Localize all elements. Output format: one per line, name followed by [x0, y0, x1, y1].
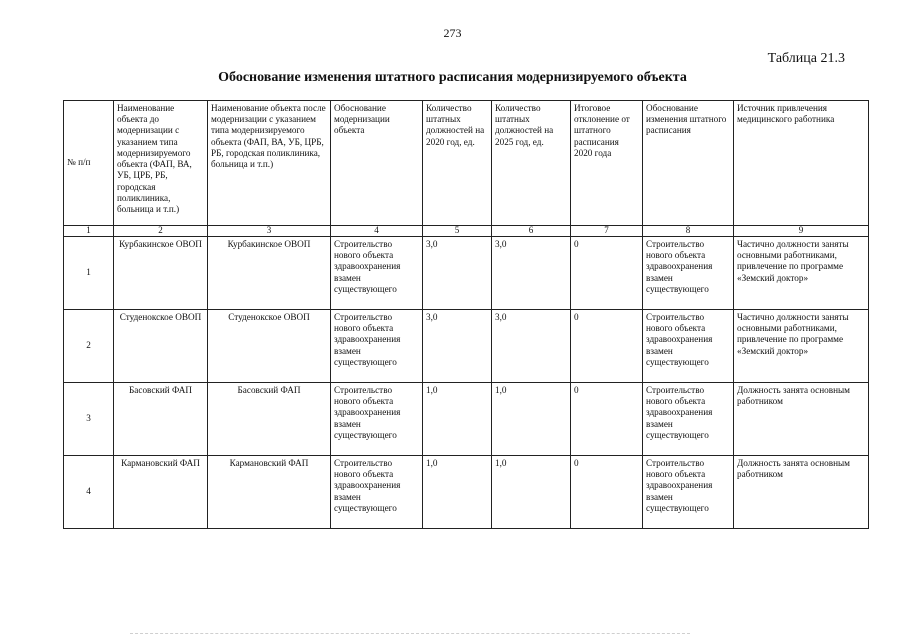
deviation-cell: 0 [571, 383, 643, 456]
scan-bottom-edge [130, 633, 690, 635]
staff-2020-cell: 3,0 [423, 310, 492, 383]
column-number-row [64, 226, 869, 237]
column-number-cell: 7 [571, 226, 643, 237]
staff-2020-cell: 1,0 [423, 456, 492, 529]
source-cell: Должность занята основным работником [734, 456, 869, 529]
source-cell: Частично должности заняты основными работниками, привлечение по программе «Земский доктор» [734, 237, 869, 310]
table-row [64, 456, 869, 529]
header-cell-number: № п/п [64, 101, 114, 226]
object-before-cell: Кармановский ФАП [114, 456, 208, 529]
object-before-cell: Курбакинское ОВОП [114, 237, 208, 310]
staff-2020-cell: 1,0 [423, 383, 492, 456]
deviation-cell: 0 [571, 237, 643, 310]
staff-2020-cell: 3,0 [423, 237, 492, 310]
table-row [64, 383, 869, 456]
staff-2025-cell: 3,0 [492, 310, 571, 383]
object-after-cell: Кармановский ФАП [208, 456, 331, 529]
object-before-cell: Басовский ФАП [114, 383, 208, 456]
object-after-cell: Басовский ФАП [208, 383, 331, 456]
staffing-table [63, 100, 869, 529]
column-number-cell: 1 [64, 226, 114, 237]
staff-2025-cell: 3,0 [492, 237, 571, 310]
table-row [64, 237, 869, 310]
staff-2025-cell: 1,0 [492, 456, 571, 529]
row-number-cell: 2 [64, 310, 114, 383]
source-cell: Частично должности заняты основными работниками, привлечение по программе «Земский доктор» [734, 310, 869, 383]
deviation-cell: 0 [571, 310, 643, 383]
deviation-cell: 0 [571, 456, 643, 529]
page-number: 273 [443, 26, 462, 40]
column-number-cell: 5 [423, 226, 492, 237]
document-title: Обоснование изменения штатного расписания модернизируемого объекта [218, 70, 687, 85]
column-number-cell: 8 [643, 226, 734, 237]
column-number-cell: 6 [492, 226, 571, 237]
source-cell: Должность занята основным работником [734, 383, 869, 456]
table-row [64, 310, 869, 383]
column-number-cell: 9 [734, 226, 869, 237]
row-number-cell: 1 [64, 237, 114, 310]
header-cell-staff-2025: Количество штатных должностей на 2025 год, ед. [492, 101, 571, 226]
header-cell-object-after: Наименование объекта после модернизации с указанием типа модернизируемого объекта (ФАП, ВА, УБ, ЦРБ, РБ, городская поликлиника, больница и т.п.) [208, 101, 331, 226]
header-cell-modernization-reason: Обоснование модернизации объекта [331, 101, 423, 226]
row-number-cell: 3 [64, 383, 114, 456]
column-number-cell: 2 [114, 226, 208, 237]
table-header-row [64, 101, 869, 226]
change-reason-cell: Строительство нового объекта здравоохранения взамен существующего [643, 456, 734, 529]
table-label: Таблица 21.3 [767, 51, 845, 66]
table-body [64, 101, 869, 529]
header-cell-source: Источник привлечения медицинского работника [734, 101, 869, 226]
change-reason-cell: Строительство нового объекта здравоохранения взамен существующего [643, 383, 734, 456]
object-after-cell: Студенокское ОВОП [208, 310, 331, 383]
header-cell-object-before: Наименование объекта до модернизации с указанием типа модернизируемого объекта (ФАП, ВА, УБ, ЦРБ, РБ, городская поликлиника, больница и т.п.) [114, 101, 208, 226]
change-reason-cell: Строительство нового объекта здравоохранения взамен существующего [643, 310, 734, 383]
modernization-reason-cell: Строительство нового объекта здравоохранения взамен существующего [331, 456, 423, 529]
column-number-cell: 4 [331, 226, 423, 237]
change-reason-cell: Строительство нового объекта здравоохранения взамен существующего [643, 237, 734, 310]
header-cell-deviation: Итоговое отклонение от штатного расписания 2020 года [571, 101, 643, 226]
header-cell-staff-2020: Количество штатных должностей на 2020 год, ед. [423, 101, 492, 226]
header-cell-change-reason: Обоснование изменения штатного расписания [643, 101, 734, 226]
modernization-reason-cell: Строительство нового объекта здравоохранения взамен существующего [331, 310, 423, 383]
staff-2025-cell: 1,0 [492, 383, 571, 456]
object-before-cell: Студенокское ОВОП [114, 310, 208, 383]
object-after-cell: Курбакинское ОВОП [208, 237, 331, 310]
modernization-reason-cell: Строительство нового объекта здравоохранения взамен существующего [331, 383, 423, 456]
modernization-reason-cell: Строительство нового объекта здравоохранения взамен существующего [331, 237, 423, 310]
row-number-cell: 4 [64, 456, 114, 529]
column-number-cell: 3 [208, 226, 331, 237]
